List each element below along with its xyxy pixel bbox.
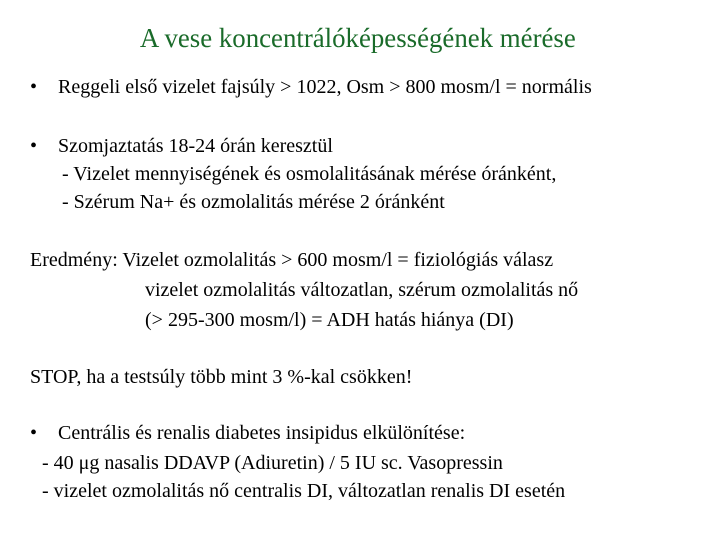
- result-line-3: (> 295-300 mosm/l) = ADH hatás hiánya (DI): [145, 309, 514, 331]
- block2-line-1: Szomjaztatás 18-24 órán keresztül: [58, 135, 333, 157]
- block2-line-3: - Szérum Na+ és ozmolalitás mérése 2 óránként: [62, 191, 445, 213]
- result-line-2: vizelet ozmolalitás változatlan, szérum ozmolalitás nő: [145, 279, 579, 301]
- bullet-2: •: [30, 135, 38, 157]
- slide-title: A vese koncentrálóképességének mérése: [139, 23, 576, 53]
- bullet-1: •: [30, 76, 38, 98]
- block2-line-2: - Vizelet mennyiségének és osmolalitásának mérése óránként,: [62, 163, 557, 185]
- block3-line-3: - vizelet ozmolalitás nő centralis DI, változatlan renalis DI esetén: [42, 480, 566, 502]
- result-line-1: Eredmény: Vizelet ozmolalitás > 600 mosm/l = fiziológiás válasz: [30, 249, 554, 271]
- block3-line-1: Centrális és renalis diabetes insipidus elkülönítése:: [58, 422, 466, 444]
- stop-warning: STOP, ha a testsúly több mint 3 %-kal csökken!: [30, 366, 413, 388]
- bullet-3: •: [30, 422, 38, 444]
- block1-line-1: Reggeli első vizelet fajsúly > 1022, Osm > 800 mosm/l = normális: [58, 76, 592, 98]
- block3-line-2: - 40 μg nasalis DDAVP (Adiuretin) / 5 IU sc. Vasopressin: [42, 452, 503, 474]
